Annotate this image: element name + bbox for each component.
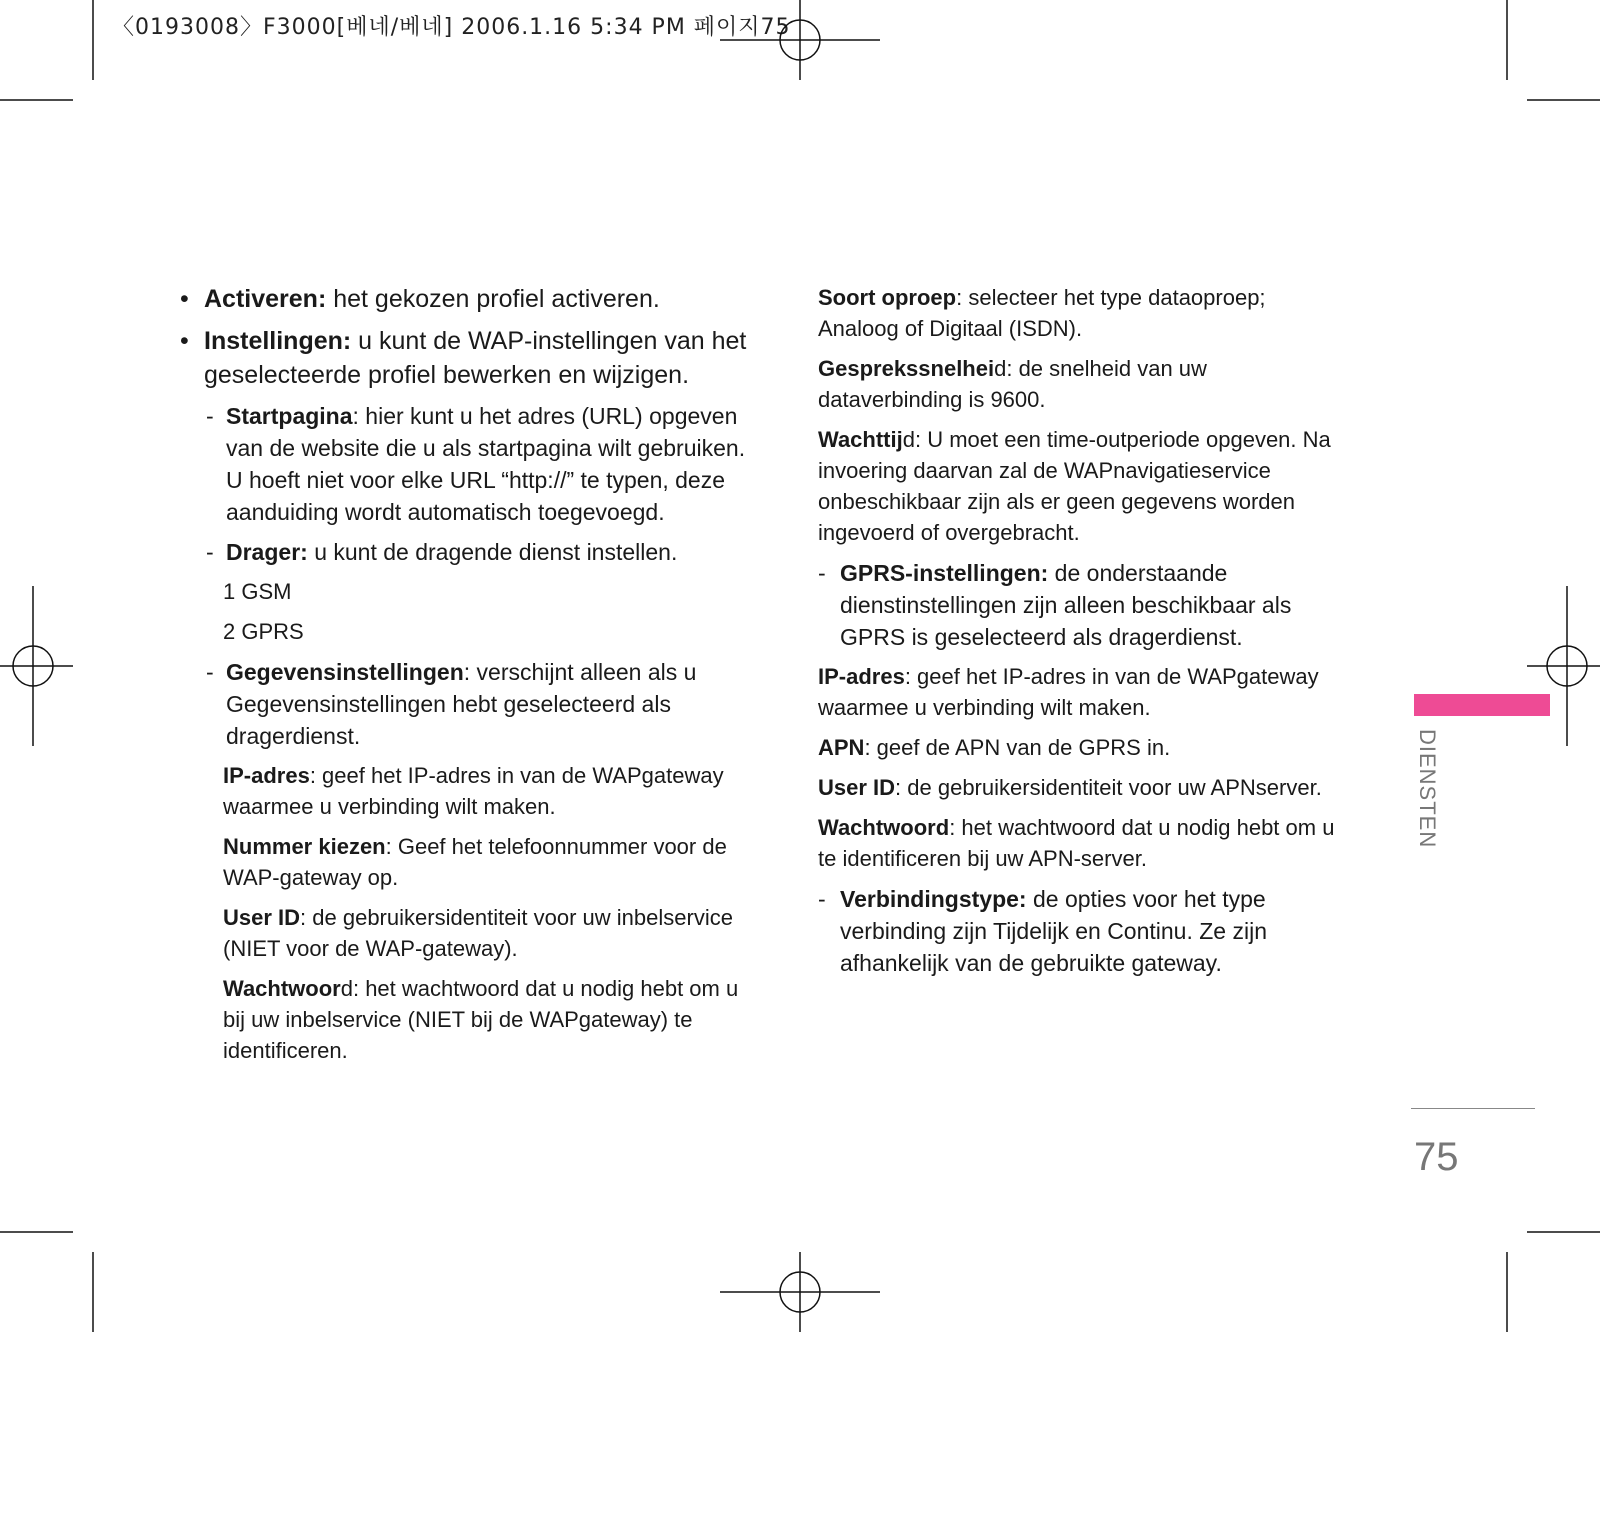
option-gsm: 1 GSM — [223, 579, 292, 604]
term-gprs-user-id: User ID — [818, 775, 896, 800]
item-user-id — [180, 902, 760, 964]
term-activeren: Activeren: — [204, 285, 327, 313]
text-ip-adres: : geef het IP-adres in van de WAPgateway waarmee u verbinding wilt maken. — [223, 763, 724, 819]
bullet-mark: • — [180, 285, 189, 313]
term-startpagina: Startpagina — [226, 403, 353, 429]
item-apn — [818, 732, 1348, 763]
text-verbindingstype: de opties voor het type verbinding zijn Tijdelijk en Continu. Ze zijn afhankelijk van de gebruikte gateway. — [840, 886, 1267, 976]
text-gespreksnelheid: d: de snelheid van uw dataverbinding is 9600. — [818, 356, 1207, 412]
item-wachttijd — [818, 424, 1348, 548]
term-gprs-wachtwoord: Wachtwoord — [818, 815, 950, 840]
term-wachttijd: Wachttij — [818, 427, 903, 452]
term-verbindingstype: Verbindingstype: — [840, 886, 1027, 912]
term-instellingen: Instellingen: — [204, 327, 352, 355]
print-header: 〈0193008〉F3000[베네/베네] 2006.1.16 5:34 PM 페이지75 — [112, 15, 791, 40]
text-nummer-kiezen: : Geef het telefoonnummer voor de WAP-gateway op. — [223, 834, 727, 890]
text-user-id: : de gebruikersidentiteit voor uw inbelservice (NIET voor de WAP-gateway). — [223, 905, 733, 961]
term-gegevensinstellingen: Gegevensinstellingen — [226, 659, 464, 685]
dash-mark: - — [206, 403, 214, 429]
term-gprs-ip-adres: IP-adres — [818, 664, 905, 689]
text-soort-oproep: : selecteer het type dataoproep; Analoog of Digitaal (ISDN). — [818, 285, 1266, 341]
text-wachttijd: d: U moet een time-outperiode opgeven. Na invoering daarvan zal de WAPnavigatieservice onbeschikbaar zijn als er geen gegevens worden ingevoerd of overgebracht. — [818, 427, 1331, 545]
option-gprs: 2 GPRS — [223, 619, 304, 644]
item-nummer-kiezen — [180, 831, 760, 893]
text-gegevensinstellingen: : verschijnt alleen als u Gegevensinstellingen hebt geselecteerd als dragerdienst. — [226, 659, 697, 749]
term-wachtwoord: Wachtwoor — [223, 976, 341, 1001]
item-instellingen — [180, 324, 760, 392]
term-user-id: User ID — [223, 905, 301, 930]
item-gprs-ip-adres — [818, 661, 1348, 723]
term-gespreksnelheid: Gesprekssnelhei — [818, 356, 995, 381]
term-ip-adres: IP-adres — [223, 763, 310, 788]
text-drager: u kunt de dragende dienst instellen. — [307, 539, 678, 565]
item-gespreksnelheid — [818, 353, 1348, 415]
dash-mark: - — [818, 560, 826, 586]
text-activeren: het gekozen profiel activeren. — [326, 285, 660, 313]
term-apn: APN — [818, 735, 865, 760]
term-drager: Drager: — [226, 539, 308, 565]
item-drager — [180, 536, 760, 568]
right-column — [818, 282, 1348, 987]
text-startpagina: : hier kunt u het adres (URL) opgeven van de website die u als startpagina wilt gebruiken. U hoeft niet voor elke URL “http://” te typen, deze aanduiding wordt automatisch toegevoegd. — [226, 403, 746, 525]
item-startpagina — [180, 400, 760, 528]
dash-mark: - — [206, 659, 214, 685]
item-gprs-wachtwoord — [818, 812, 1348, 874]
text-apn: : geef de APN van de GPRS in. — [864, 735, 1171, 760]
item-gegevensinstellingen — [180, 656, 760, 752]
item-ip-adres — [180, 760, 760, 822]
item-wachtwoord — [180, 973, 760, 1066]
dash-mark: - — [206, 539, 214, 565]
section-tab-bar — [1414, 694, 1550, 716]
term-gprs-instellingen: GPRS-instellingen: — [840, 560, 1049, 586]
term-soort-oproep: Soort oproep — [818, 285, 957, 310]
item-gprs-instellingen — [818, 557, 1348, 653]
section-tab-label: DIENSTEN — [1415, 729, 1440, 849]
term-nummer-kiezen: Nummer kiezen — [223, 834, 386, 859]
page-number-rule — [1411, 1108, 1535, 1109]
page-number: 75 — [1414, 1135, 1459, 1179]
text-wachtwoord: d: het wachtwoord dat u nodig hebt om u bij uw inbelservice (NIET bij de WAPgateway) te identificeren. — [223, 976, 739, 1063]
bullet-mark: • — [180, 327, 189, 355]
text-gprs-wachtwoord: : het wachtwoord dat u nodig hebt om u te identificeren bij uw APN-server. — [818, 815, 1335, 871]
text-gprs-user-id: : de gebruikersidentiteit voor uw APNserver. — [895, 775, 1322, 800]
item-activeren — [180, 282, 760, 316]
dash-mark: - — [818, 886, 826, 912]
item-gprs-user-id — [818, 772, 1348, 803]
text-gprs-ip-adres: : geef het IP-adres in van de WAPgateway waarmee u verbinding wilt maken. — [818, 664, 1319, 720]
text-gprs-instellingen: de onderstaande dienstinstellingen zijn alleen beschikbaar als GPRS is geselecteerd als dragerdienst. — [840, 560, 1292, 650]
item-soort-oproep — [818, 282, 1348, 344]
left-column — [180, 282, 760, 1075]
item-verbindingstype — [818, 883, 1348, 979]
text-instellingen: u kunt de WAP-instellingen van het geselecteerde profiel bewerken en wijzigen. — [204, 327, 747, 389]
